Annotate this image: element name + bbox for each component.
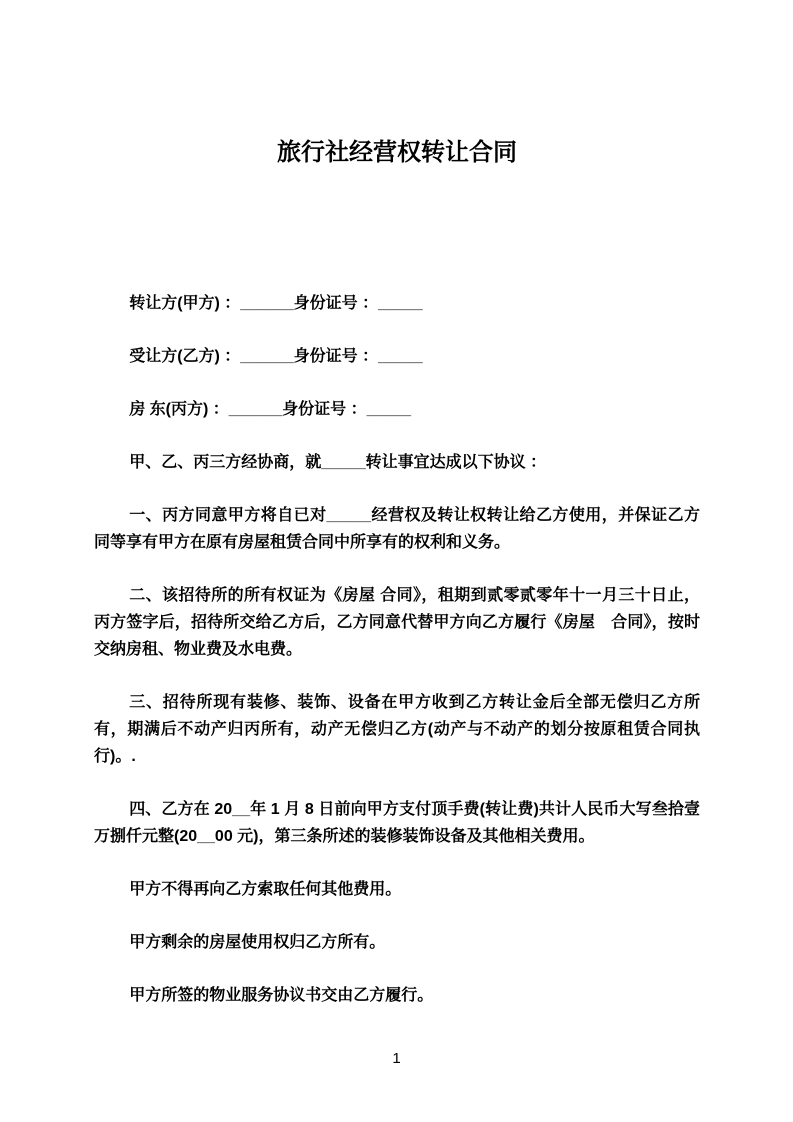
remaining-usage-rights-line: 甲方剩余的房屋使用权归乙方所有。 — [129, 934, 386, 951]
agreement-intro-line: 甲、乙、丙三方经协商，就_____转让事宜达成以下协议 ： — [129, 454, 547, 471]
party-transferee-line: 受让方(乙方) ：______身份证号 ：_____ — [129, 348, 423, 365]
clause-2-paragraph: 二、该招待所的所有权证为《房屋 合同》，租期到贰零贰零年十一月三十日止， 丙方签字后，招待所交给乙方后，乙方同意代替甲方向乙方履行《房屋 合同》，按时交纳房租、物业费及水电费。 — [94, 587, 700, 658]
clause-4-paragraph: 四、乙方在 20__年 1 月 8 日前向甲方支付顶手费(转让费)共计人民币大写叁拾壹万捌仟元整(20__00 元)，第三条所述的装修装饰设备及其他相关费用。 — [94, 801, 700, 845]
page-number: 1 — [392, 1050, 401, 1067]
document-body — [94, 0, 700, 1035]
clause-1-paragraph: 一、丙方同意甲方将自已对_____经营权及转让权转让给乙方使用，并保证乙方同等享有甲方在原有房屋租赁合同中所享有的权利和义务。 — [94, 507, 700, 551]
party-transferor-line: 转让方(甲方) ：______身份证号 ：_____ — [129, 295, 423, 312]
clause-3-paragraph: 三、招待所现有装修、装饰、设备在甲方收到乙方转让金后全部无偿归乙方所有，期满后不动产归丙所有，动产无偿归乙方(动产与不动产的划分按原租赁合同执行)。. — [94, 694, 700, 765]
document-title: 旅行社经营权转让合同 — [277, 139, 517, 166]
no-other-fees-line: 甲方不得再向乙方索取任何其他费用。 — [129, 881, 402, 898]
party-landlord-line: 房 东(丙方) ：______身份证号 ：_____ — [129, 401, 412, 418]
property-service-agreement-line: 甲方所签的物业服务协议书交由乙方履行。 — [129, 987, 434, 1004]
